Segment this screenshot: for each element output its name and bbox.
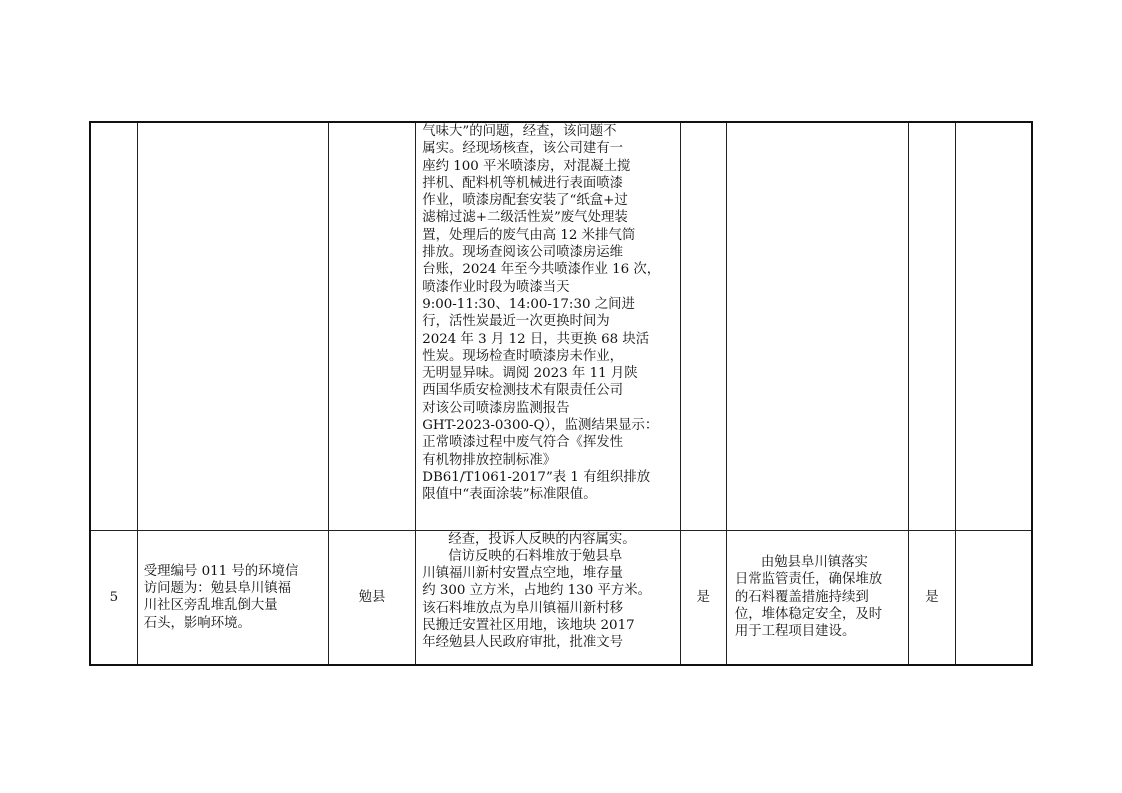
detail-line: 性炭。现场检查时喷漆房未作业， <box>422 348 624 364</box>
detail-line: 有机物排放控制标准》 <box>422 452 557 468</box>
area-cell: 勉县 <box>328 530 415 665</box>
done-cell <box>908 122 955 530</box>
row-number-cell <box>90 122 137 530</box>
table-row <box>90 530 1032 665</box>
detail-line: 拌机、配料机等机械进行表面喷漆 <box>422 175 624 191</box>
problem-line: 受理编号 011 号的环境信 <box>143 563 299 579</box>
detail-line: 台账，2024 年至今共喷漆作业 16 次， <box>422 262 661 278</box>
detail-line: 属实。经现场核查，该公司建有一 <box>422 141 624 157</box>
detail-line: 行，活性炭最近一次更换时间为 <box>422 314 610 330</box>
problem-cell <box>137 530 328 665</box>
detail-line: 正常喷漆过程中废气符合《挥发性 <box>422 435 624 451</box>
problem-line: 川社区旁乱堆乱倒大量 <box>143 598 278 614</box>
measure-line: 日常监管责任，确保堆放 <box>734 572 883 588</box>
detail-line: 座约 100 平米喷漆房，对混凝土搅 <box>422 158 631 174</box>
detail-line: 2024 年 3 月 12 日，共更换 68 块活 <box>422 331 650 347</box>
measure-line: 位，堆体稳定安全，及时 <box>734 606 883 622</box>
detail-line: 经查，投诉人反映的内容属实。 <box>448 531 636 547</box>
investigation-detail-cell <box>416 530 680 665</box>
done-cell: 是 <box>908 530 955 665</box>
detail-line: 9:00-11:30、14:00-17:30 之间进 <box>422 296 635 312</box>
table-row <box>90 122 1032 530</box>
detail-line: 川镇福川新村安置点空地，堆存量 <box>422 566 624 582</box>
detail-line: 约 300 立方米，占地约 130 平方米。 <box>422 583 652 599</box>
remark-cell <box>956 530 1032 665</box>
measures-cell <box>726 530 908 665</box>
investigation-detail-cell <box>416 122 680 530</box>
complaint-table <box>89 121 1033 666</box>
detail-line: 该石料堆放点为阜川镇福川新村移 <box>422 600 624 616</box>
problem-cell <box>137 122 328 530</box>
detail-line: 无明显异味。调阅 2023 年 11 月陕 <box>422 366 638 382</box>
detail-line: 对该公司喷漆房监测报告 <box>422 400 570 416</box>
measure-line: 由勉县阜川镇落实 <box>760 555 868 570</box>
problem-line: 访问题为：勉县阜川镇福 <box>143 580 292 596</box>
detail-line: 年经勉县人民政府审批，批准文号 <box>422 635 624 651</box>
detail-line: 喷漆作业时段为喷漆当天 <box>422 279 570 295</box>
measure-line: 的石料覆盖措施持续到 <box>734 589 869 605</box>
detail-line: 排放。现场查阅该公司喷漆房运维 <box>422 245 624 261</box>
detail-line: 民搬迁安置社区用地，该地块 2017 <box>422 617 635 633</box>
measures-cell <box>726 122 908 530</box>
remark-cell <box>956 122 1032 530</box>
problem-line: 石头，影响环境。 <box>143 615 251 631</box>
row-number-cell: 5 <box>90 530 137 665</box>
detail-line: DB61/T1061-2017”表 1 有组织排放 <box>422 469 651 485</box>
is-true-cell <box>680 122 726 530</box>
detail-line: 作业，喷漆房配套安装了“纸盒+过 <box>422 193 628 209</box>
detail-line: 气味大”的问题，经查，该问题不 <box>422 124 617 139</box>
detail-line: 限值中“表面涂装”标准限值。 <box>422 487 597 503</box>
detail-line: 西国华质安检测技术有限责任公司 <box>422 383 624 399</box>
is-true-cell: 是 <box>680 530 726 665</box>
detail-line: 信访反映的石料堆放于勉县阜 <box>448 548 623 564</box>
measure-line: 用于工程项目建设。 <box>734 624 856 640</box>
area-cell <box>328 122 415 530</box>
detail-line: 滤棉过滤+二级活性炭”废气处理装 <box>422 210 628 226</box>
detail-line: 置，处理后的废气由高 12 米排气筒 <box>422 227 636 243</box>
detail-line: GHT-2023-0300-Q），监测结果显示： <box>422 418 659 434</box>
